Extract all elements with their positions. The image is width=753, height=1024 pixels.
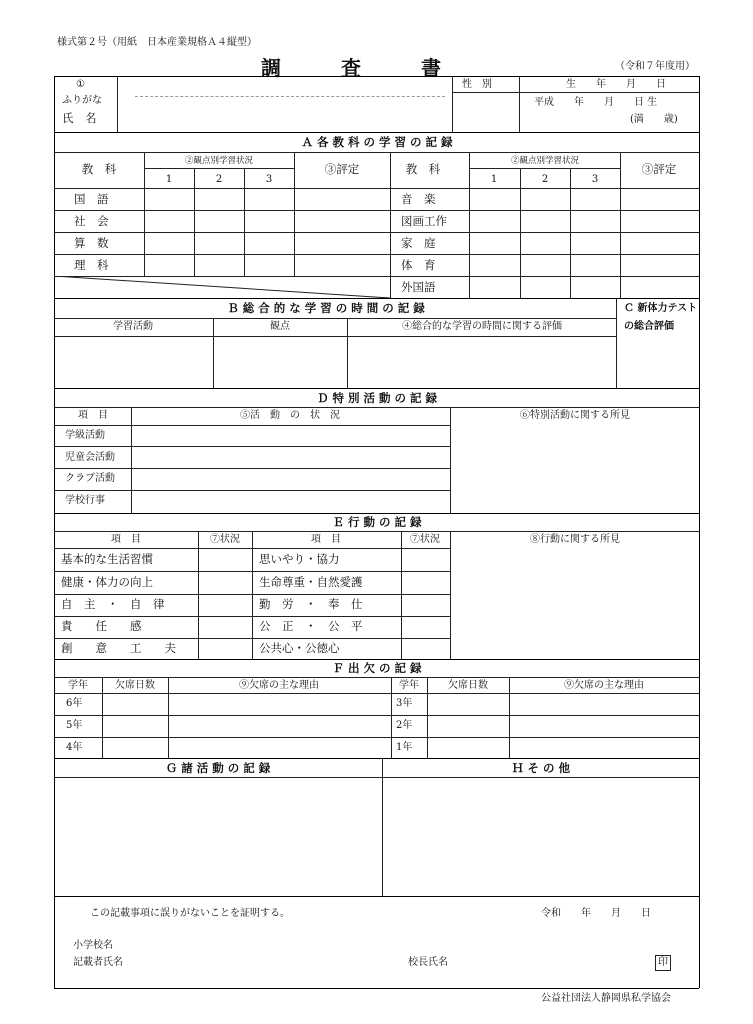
- e-col-item-left: 項 目: [111, 534, 141, 545]
- subject-foreign: 外国語: [401, 280, 436, 294]
- section-c-title: Ｃ 新体力テスト: [624, 303, 698, 314]
- seal-stamp-box: 印: [655, 955, 671, 971]
- a-diagonal-strike: [54, 276, 390, 298]
- certify-date: 令和 年 月 日: [541, 908, 651, 919]
- a-col-subject-right: 教 科: [405, 162, 441, 176]
- writer-name-label: 記載者氏名: [73, 957, 123, 968]
- form-number: 様式第２号（用紙 日本産業規格Ａ４縦型）: [57, 37, 257, 48]
- certify-text: この記載事項に誤りがないことを証明する。: [90, 908, 290, 919]
- d-col-opinion: ⑥特別活動に関する所見: [520, 410, 630, 421]
- a-col-eval-left: ③評定: [324, 162, 360, 176]
- subject-science: 理 科: [74, 258, 109, 272]
- e-item-health: 健康・体力の向上: [61, 575, 153, 589]
- f-col-reason-left: ⑨欠席の主な理由: [239, 680, 319, 691]
- a-num-1-left: 1: [165, 174, 173, 185]
- section-g-title: Ｇ 諸 活 動 の 記 録: [165, 761, 271, 775]
- e-item-fairness: 公 正 ・ 公 平: [259, 619, 363, 633]
- f-col-absent-left: 欠席日数: [115, 680, 155, 691]
- section-f-title: Ｆ 出 欠 の 記 録: [332, 661, 422, 675]
- b-col-activity: 学習活動: [113, 321, 153, 332]
- section-b-title: Ｂ 総 合 的 な 学 習 の 時 間 の 記 録: [227, 301, 425, 315]
- section-e-title: Ｅ 行 動 の 記 録: [332, 515, 422, 529]
- b-col-viewpoint: 観点: [270, 321, 290, 332]
- e-item-public: 公共心・公徳心: [259, 641, 340, 655]
- organization-name: 公益社団法人静岡県私学協会: [541, 993, 671, 1004]
- section-c-subtitle: の総合評価: [624, 321, 674, 332]
- f-col-reason-right: ⑨欠席の主な理由: [564, 680, 644, 691]
- e-col-status-left: ⑦状況: [210, 534, 240, 545]
- furigana-dotted-line: [135, 96, 445, 97]
- section-d-title: Ｄ 特 別 活 動 の 記 録: [316, 391, 438, 405]
- e-col-status-right: ⑦状況: [410, 534, 440, 545]
- personal-num: ①: [76, 79, 85, 90]
- d-col-status: ⑤活 動 の 状 況: [240, 410, 340, 421]
- e-item-kindness: 思いやり・協力: [259, 552, 340, 566]
- f-grade-3: 3年: [396, 698, 413, 709]
- f-grade-5: 5年: [66, 720, 83, 731]
- section-a-title: Ａ 各 教 科 の 学 習 の 記 録: [301, 135, 453, 149]
- f-grade-4: 4年: [66, 742, 83, 753]
- principal-name-label: 校長氏名: [408, 957, 448, 968]
- subject-pe: 体 育: [401, 258, 436, 272]
- page-title: 調 査 書: [261, 56, 441, 80]
- f-grade-1: 1年: [396, 742, 413, 753]
- f-grade-2: 2年: [396, 720, 413, 731]
- age-label: (満 歳): [630, 114, 678, 125]
- f-col-grade-right: 学年: [399, 680, 419, 691]
- e-item-life: 生命尊重・自然愛護: [259, 575, 363, 589]
- subject-music: 音 楽: [401, 192, 436, 206]
- b-col-eval: ④総合的な学習の時間に関する評価: [402, 321, 562, 332]
- birth-era: 平成 年 月 日 生: [534, 97, 658, 108]
- a-num-3-left: 3: [265, 174, 273, 185]
- year-label: （令和７年度用）: [615, 61, 695, 72]
- e-item-creativity: 創 意 工 夫: [61, 641, 176, 655]
- e-item-habits: 基本的な生活習慣: [61, 552, 153, 566]
- e-item-labor: 勤 労 ・ 奉 仕: [259, 597, 363, 611]
- subject-arithmetic: 算 数: [74, 236, 109, 250]
- section-h-title: Ｈ そ の 他: [511, 761, 571, 775]
- a-num-3-right: 3: [591, 174, 599, 185]
- e-col-item-right: 項 目: [311, 534, 341, 545]
- e-item-responsibility: 責 任 感: [61, 619, 142, 633]
- a-col-viewpoint-right: ②観点別学習状況: [510, 156, 580, 166]
- subject-japanese: 国 語: [74, 192, 109, 206]
- name-label: 氏 名: [62, 111, 97, 125]
- school-name-label: 小学校名: [73, 940, 113, 951]
- subject-home: 家 庭: [401, 236, 436, 250]
- subject-social: 社 会: [74, 214, 109, 228]
- d-item-event: 学校行事: [65, 495, 105, 506]
- f-col-grade-left: 学年: [68, 680, 88, 691]
- d-item-club: クラブ活動: [65, 473, 115, 484]
- birth-label: 生 年 月 日: [566, 79, 666, 90]
- a-num-2-left: 2: [215, 174, 223, 185]
- f-grade-6: 6年: [66, 698, 83, 709]
- a-col-viewpoint-left: ②観点別学習状況: [184, 156, 254, 166]
- d-item-class: 学級活動: [65, 430, 105, 441]
- a-num-1-right: 1: [490, 174, 498, 185]
- e-item-autonomy: 自 主 ・ 自 律: [61, 597, 165, 611]
- d-col-item: 項 目: [78, 410, 108, 421]
- d-item-council: 児童会活動: [65, 452, 115, 463]
- e-col-opinion: ⑧行動に関する所見: [530, 534, 620, 545]
- subject-art: 図画工作: [401, 214, 447, 228]
- f-col-absent-right: 欠席日数: [448, 680, 488, 691]
- furigana-label: ふりがな: [62, 95, 102, 106]
- a-col-subject-left: 教 科: [81, 162, 117, 176]
- sex-label: 性 別: [462, 79, 492, 90]
- a-col-eval-right: ③評定: [641, 162, 677, 176]
- a-num-2-right: 2: [541, 174, 549, 185]
